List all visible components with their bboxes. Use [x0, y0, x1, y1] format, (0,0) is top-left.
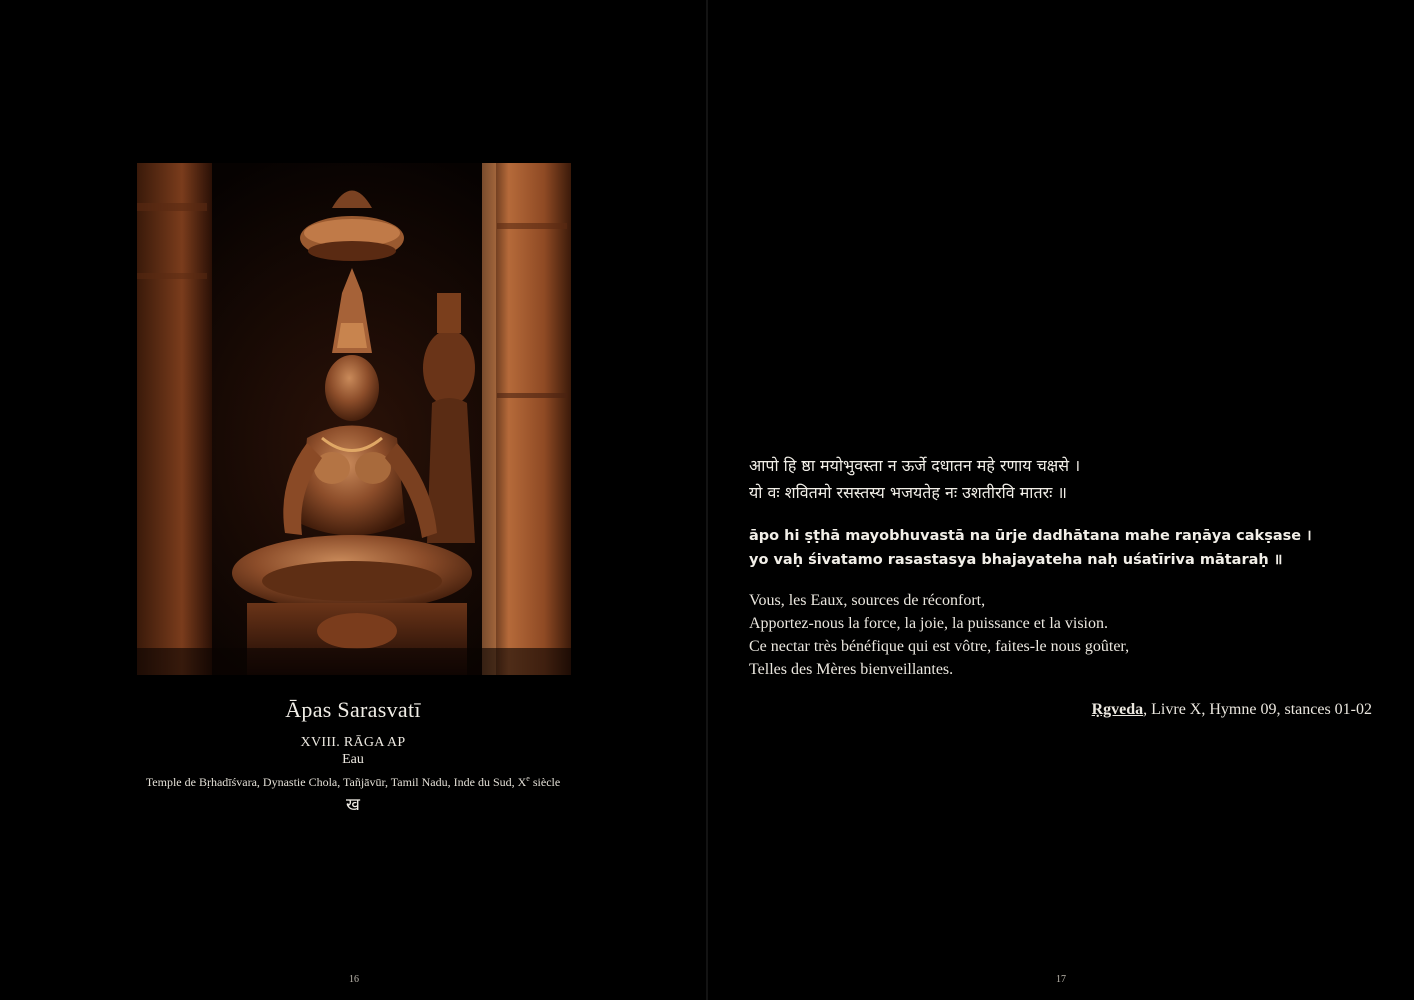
location-end: siècle — [529, 775, 561, 789]
devanagari-line: यो वः शवितमो रसस्तस्य भजयतेह नः उशतीरवि मातरः ॥ — [749, 483, 1068, 502]
page-number-right: 17 — [1056, 974, 1066, 985]
location-text: Temple de Bṛhadīśvara, Dynastie Chola, Tañjāvūr, Tamil Nadu, Inde du Sud, X — [145, 775, 527, 789]
transliteration-verse — [749, 524, 1312, 572]
devanagari-glyph: ख — [346, 795, 360, 815]
sculpture-photo — [137, 163, 571, 675]
translation-line: Telles des Mères bienveillantes. — [749, 661, 954, 678]
transliteration-line: yo vaḥ śivatamo rasastasya bhajayateha naḥ uśatīriva mātaraḥ ॥ — [749, 552, 1283, 568]
raga-meaning: Eau — [342, 752, 364, 767]
location-caption — [0, 774, 706, 790]
transliteration-line: āpo hi ṣṭhā mayobhuvastā na ūrje dadhātana mahe raṇāya cakṣase । — [749, 528, 1312, 544]
translation-line: Vous, les Eaux, sources de réconfort, — [749, 592, 986, 609]
page-number-left: 16 — [349, 974, 359, 985]
french-translation — [749, 589, 1129, 681]
devanagari-verse — [749, 452, 1080, 506]
source-work: Ṛgveda — [1091, 701, 1144, 718]
translation-line: Ce nectar très bénéfique qui est vôtre, faites-le nous goûter, — [749, 638, 1130, 655]
raga-heading: XVIII. RĀGA AP — [300, 735, 406, 750]
right-page — [708, 0, 1414, 1000]
page-title: Āpas Sarasvatī — [285, 697, 421, 722]
source-citation — [1092, 701, 1372, 719]
devanagari-line: आपो हि ष्ठा मयोभुवस्ता न ऊर्जे दधातन महे रणाय चक्षसे । — [749, 456, 1081, 475]
left-page — [0, 0, 706, 1000]
source-reference: , Livre X, Hymne 09, stances 01-02 — [1143, 701, 1372, 718]
location-superscript: e — [526, 774, 530, 783]
translation-line: Apportez-nous la force, la joie, la puissance et la vision. — [749, 615, 1108, 632]
sculpture-illustration — [137, 163, 571, 675]
